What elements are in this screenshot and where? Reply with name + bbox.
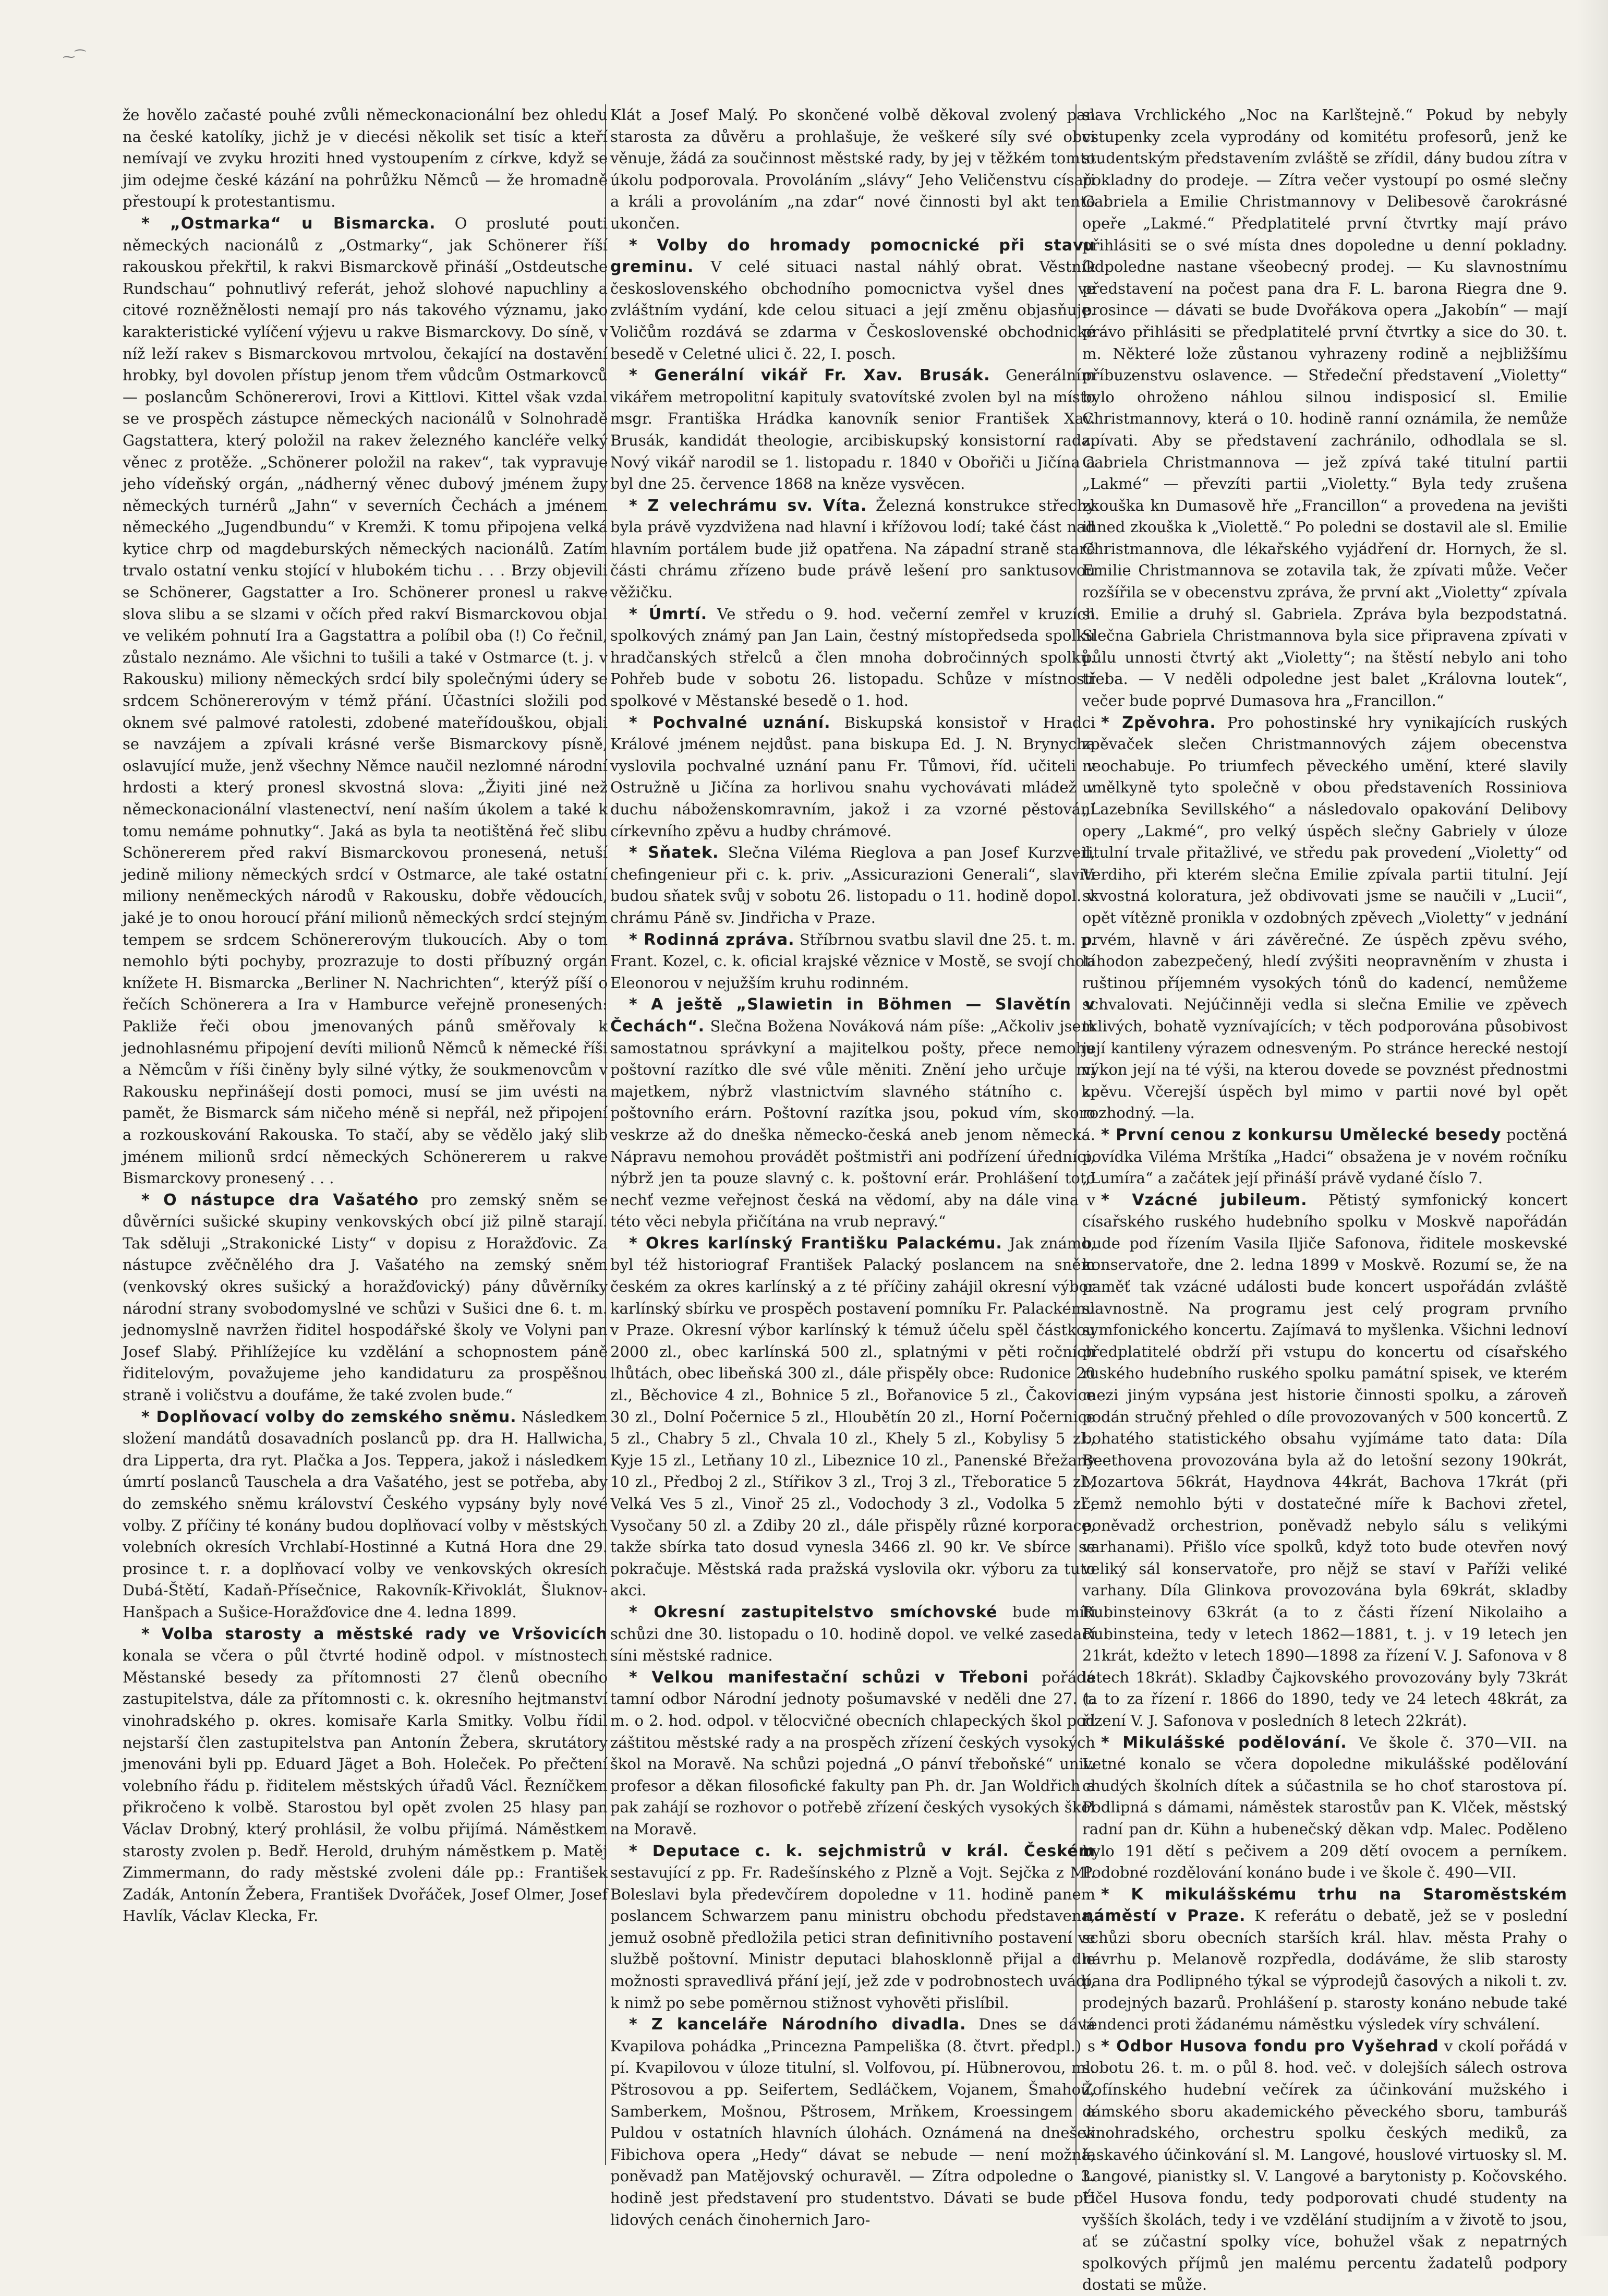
article-body: Slečna Božena Nováková nám píše: „Ačkoliv jsem samostatnou správkyní a majitelkou pošty, přece nemohu poštovní razítko dle své vůle měniti. Znění jeho určuje mi majetkem, nýbrž vlastnictvím slavného státního c. k. poštovního erárn. Poštovní razítka jsou, pokud vím, skoro veskrze až do dneška německo-česká aneb jenom německá. Nápravu nemohou provádět poštmistři ani podřízení úředníci, nýbrž jen ta pouze slavný c. k. poštovní erár. Prohlášení toto nechť vezme veřejnost česká na vědomí, aby na dále vina v této věci nebyla přičítána na vrub nepravý.“ [610, 1017, 1095, 1231]
scan-edge-shadow [1577, 0, 1608, 2236]
article-headline: * Úmrtí. [629, 605, 708, 623]
article-headline: * Okresní zastupitelstvo smíchovské [629, 1603, 998, 1621]
article-body: pro zemský sněm se důvěrníci sušické skupiny venkovských obcí již pilně starají. Tak sděluji „Strakonické Listy“ v dopisu z Horažďovic. Za nástupce zvěčnělého dra J. Vašatého na zemský sněm (venkovský okres sušický a horažďovický) pány důvěrníky národní strany svobodomyslné ve schůzi v Sušici dne 6. t. m. jednomyslně navržen řiditel hospodářské školy ve Volyni pan Josef Slabý. Přihlížejíce ku vzdělání a schopnostem páně řiditelovým, považujeme jeho kandidaturu za prospěšnou straně i voličstvu a doufáme, že také zvolen bude.“ [123, 1191, 608, 1404]
article-headline: * O nástupce dra Vašatého [141, 1191, 419, 1209]
article-headline: * Z kanceláře Národního divadla. [629, 2015, 966, 2034]
article-paragraph [610, 994, 1095, 1233]
article-paragraph [610, 365, 1095, 495]
article-paragraph [1082, 2036, 1567, 2296]
article-headline: * Mikulášské podělování. [1101, 1733, 1347, 1752]
column-3 [1082, 104, 1568, 2294]
article-body: Generálním vikářem metropolitní kapituly svatovítské zvolen byl na místo msgr. Františka Hrádka kanovník senior František Xav. Brusák, kandidát theologie, arcibiskupský konsistorní rada. Nový vikář narodil se 1. listopadu r. 1840 v Obořiči u Jičína a byl dne 25. července 1868 na kněze vysvěcen. [610, 366, 1096, 493]
article-headline: * K mikulášskému trhu na Staroměstském náměstí v Praze. [1082, 1885, 1567, 1926]
article-headline: * Zpěvohra. [1101, 713, 1216, 732]
article-paragraph [610, 235, 1095, 365]
article-headline: * Okres karlínský Františku Palackému. [629, 1234, 1002, 1253]
article-body: Stříbrnou svatbu slavil dne 25. t. m. p. Frant. Kozel, c. k. oficial krajské věznice v Mostě, se svojí chotí Eleonorou v nejužším kruhu rodinném. [610, 930, 1096, 992]
article-paragraph [1082, 1189, 1567, 1732]
article-headline: * Generální vikář Fr. Xav. Brusák. [629, 366, 990, 385]
article-body: Slečna Viléma Rieglova a pan Josef Kurzveil, chefingenieur při c. k. priv. „Assicurazioni Generali“, slaviti budou sňatek svůj v sobotu 26. listopadu o 11. hodině dopol. v chrámu Páně sv. Jindřicha v Praze. [610, 844, 1096, 927]
article-headline: * „Ostmarka“ u Bismarcka. [141, 214, 436, 233]
article-body: Biskupská konsistoř v Hradci Králové jménem nejdůst. pana biskupa Ed. J. N. Brynycha vyslovila pochvalné uznání panu Fr. Tůmovi, říd. učiteli v Ostružně u Jičína za horlivou snahu vychovávati mládež v duchu náboženskomravním, jakož i za vzorné pěstování církevního zpěvu a hudby chrámové. [610, 713, 1095, 840]
article-headline: * Odbor Husova fondu pro Vyšehrad [1101, 2037, 1439, 2055]
article-paragraph [610, 1602, 1095, 1667]
article-headline: * První cenou z konkursu Umělecké besedy [1101, 1125, 1502, 1144]
article-paragraph [610, 495, 1095, 604]
article-paragraph [123, 1624, 608, 1927]
article-body: Ve škole č. 370—VII. na Letné konalo se včera dopoledne mikulášské podělování chudých školních dítek a súčastnila se ho choť starostova pí. Podlipná s dámami, náměstek starostův pan K. Vlček, městský radní pan dr. Kühn a hubenečský děkan vdp. Malec. Poděleno bylo 191 dětí s pečivem a 209 dětí ovocem a perníkem. Podobné rozdělování konáno bude i ve škole č. 490—VII. [1082, 1733, 1567, 1882]
article-headline: * Volby do hromady pomocnické při stavu greminu. [610, 236, 1095, 277]
article-paragraph [123, 1407, 608, 1624]
article-body: konala se včera o půl čtvrté hodině odpol. v místnostech Městanské besedy za přítomnosti 27 členů obecního zastupitelstva, dále za přítomnosti c. k. okresního hejtmanství vinohradského p. okres. komisaře Karla Smitky. Volbu řídil nejstarší člen zastupitelstva pan Antonín Žebera, skrutátory jmenováni byli pp. Eduard Jäget a Boh. Holeček. Po přečtení volebního řádu p. řiditelem městských úřadů Václ. Řezníčkem přikročeno k volbě. Starostou byl opět zvolen 25 hlasy pan Václav Drobný, který prohlásil, že volbu přijímá. Náměstkem starosty zvolen p. Bedř. Herold, druhým náměstkem p. Matěj Zimmermann, do rady městské zvoleni dále pp.: František Zadák, Antonín Žebera, František Dvořáček, Josef Olmer, Josef Havlík, Václav Klecka, Fr. [123, 1646, 608, 1925]
article-paragraph [610, 1233, 1095, 1602]
article-headline: * Deputace c. k. sejchmistrů v král. Českém [629, 1842, 1095, 1860]
article-body: Dnes se dává Kvapilova pohádka „Princezna Pampeliška (8. čtvrt. předpl.) s pí. Kvapilovou v úloze titulní, sl. Volfovou, pí. Hübnerovou, ml. Pštrosovou a pp. Seifertem, Sedláčkem, Vojanem, Šmahou, Samberkem, Mošnou, Pštrosem, Mrňkem, Kroessingem a Puldou v ostatních hlavních úlohách. Oznámená na dnešek Fibichova opera „Hedy“ dávat se nebude — není možná, poněvadž pan Matějovský ochuravěl. — Zítra odpoledne o 3. hodině jest představení pro studentstvo. Dávati se bude při lidových cenách činohernich Jaro- [610, 2015, 1095, 2229]
article-headline: * Pochvalné uznání. [629, 713, 831, 732]
article-body: pořádá tamní odbor Národní jednoty pošumavské v neděli dne 27. t. m. o 2. hod. odpol. v tělocvičné obecních chlapeckých škol pod záštitou městské rady a na prospěch zřízení českých vysokých škol na Moravě. Na schůzi pojedná „O pánví třeboňské“ univ. profesor a děkan filosofické fakulty pan Ph. dr. Jan Woldřich a pak zahájí se rozhovor o potřebě zřízení českých vysokých škol na Moravě. [610, 1668, 1096, 1838]
article-body: O prosluté pouti německých nacionálů z „Ostmarky“, jak Schönerer říší rakouskou překřtil, k rakvi Bismarckově přináší „Ostdeutsche Rundschau“ pohnutlivý referát, jehož slohové napuchliny a citové rozněžnělosti nemají pro nás takového významu, jako karakteristické vylíčení výjevu u rakve Bismarckovy. Do síně, v níž leží rakev s Bismarckovou mrtvolou, čekající na dostavění hrobky, byl dovolen přístup jenom třem vůdcům Ostmarkovců — poslancům Schönererovi, Irovi a Kittlovi. Kittel však vzdal se ve prospěch zástupce německých nacionálů v Solnohradě Gagstattera, který položil na rakev železného kancléře velký věnec z protěže. „Schönerer položil na rakev“, tak vypravuje jeho vídeňský orgán, „nádherný věnec dubový jménem župy německých turnérů „Jahn“ v severních Čechách a jménem německého „Jugendbundu“ v Kremži. K tomu připojena velká kytice chrp od magdeburských německých nacionálů. Zatím trvalo ostatní venku stojící v hlubokém tichu . . . Brzy objevili se Schönerer, Gagstatter a Iro. Schönerer pronesl u rakve slova slibu a se slzami v očích před rakví Bismarckovou objal ve velikém pohnutí Ira a Gagstattra a políbil oba (!) Co řečnil, zůstalo neznámo. Ale všichni to tušili a také v Ostmarce (t. j. v Rakousku) miliony německých srdcí bily společnými údery se srdcem Schönererovým v témž přání. Účastníci složili pod oknem své palmové ratolesti, zdobené mateřídouškou, objali se navzájem a zpívali krásné verše Bismarckovy písně, oslavující muže, jenž všechny Němce naučil nezlomné národní hrdosti a který pronesl skvostná slova: „Žiyiti jiné než německonacionální vlastenectví, není naším úkolem a také k tomu nemáme pohnutky“. Jaká as byla ta neotištěná řeč slibu Schönererem před rakví Bismarckovou pronesená, netuší jedině miliony německých srdcí v Ostmarce, ale také ostatní miliony neněmeckých národů v Rakousku, dobře vědoucích, jaké je to onou horoucí přání milionů německých srdcí stejným tempem se srdcem Schönererovým tlukoucích. Aby o tom nemohlo býti pochyby, prozrazuje to dosti příbuzný orgán knížete H. Bismarcka „Berliner N. Nachrichten“, kterýž píší o řečích Schönerera a Ira v Hamburce veřejně pronesených: Pakliže řeči obou jmenovaných pánů směřovaly k jednohlasnému připojení devíti milionů Němců k německé říši a Němcům v říši činěny byly silné výtky, že soukmenovcům v Rakousku nepřinášejí dosti pomoci, musí se jim uvésti na pamět, že Bismarck sám ničeho méně si nepřál, než připojení a rozkouskování Rakouska. To stačí, aby se vědělo jaký slib jménem milionů srdcí německých Schönererem u rakve Bismarckovy pronesený . . . [123, 214, 608, 1187]
article-paragraph [1082, 1124, 1567, 1189]
article-paragraph [1082, 1732, 1567, 1884]
article-headline: * Sňatek. [629, 844, 719, 862]
article-body: Následkem složení mandátů dosavadních poslanců pp. dra H. Hallwicha, dra Lipperta, dra ryt. Plačka a Jos. Teppera, jakož i následkem úmrtí poslanců Tauschela a dra Vašatého, jest se potřeba, aby do zemského sněmu království Českého vypsány byly nové volby. Z příčiny té konány budou doplňovací volby v městských volebních okresích Vrchlabí-Hostinné a Kutná Hora dne 29. prosince t. r. a doplňovací volby ve venkovských okresích Dubá-Štětí, Kadaň-Přísečnice, Rakovník-Křivoklát, Šluknov-Hanšpach a Sušice-Horažďovice dne 4. ledna 1899. [123, 1408, 608, 1621]
article-paragraph [1082, 1884, 1567, 2036]
column-2 [610, 104, 1096, 2229]
article-body: bude míti schůzi dne 30. listopadu o 10. hodině dopol. ve velké zasedací síni městské radnice. [610, 1603, 1096, 1665]
article-body: Železná konstrukce střechy byla právě vyzdvižena nad hlavní i křížovou lodí; také část nad hlavním portálem bude již opatřena. Na západní straně staré části chrámu zřízeno bude právě lešení pro sanktusovou věžičku. [610, 496, 1096, 602]
article-headline: * Rodinná zpráva. [629, 930, 795, 949]
article-body: Jak známo, byl též historiograf František Palacký poslancem na sněm českém za okres karlínský a z té příčiny zahájil okresní výbor karlínský sbírku ve prospěch postavení pomníku Fr. Palackému v Praze. Okresní výbor karlínský k témuž účelu spěl částkou 2000 zl., obec karlínská 500 zl., splatnými v pěti ročních lhůtách, obec libeňská 300 zl., dále přispěly obce: Rudonice 20 zl., Běchovice 4 zl., Bohnice 5 zl., Bořanovice 5 zl., Čakovice 30 zl., Dolní Počernice 5 zl., Hloubětín 20 zl., Horní Počernice 5 zl., Chabry 5 zl., Chvala 10 zl., Khely 5 zl., Kobylisy 5 zl., Kyje 15 zl., Letňany 10 zl., Libeznice 10 zl., Panenské Břežany 10 zl., Předboj 2 zl., Stířikov 3 zl., Troj 3 zl., Třeboratice 5 zl., Velká Ves 5 zl., Vinoř 25 zl., Vodochody 3 zl., Vodolka 5 zl., Vysočany 50 zl. a Zdiby 20 zl., dále přispěly různé korporace, takže sbírka tato dosud vynesla 3466 zl. 90 kr. Ve sbírce se pokračuje. Městská rada pražská vyslovila okr. výboru za tuto akci. [610, 1234, 1095, 1600]
article-paragraph [123, 1189, 608, 1407]
article-body: Pro pohostinské hry vynikajících ruských zpěvaček slečen Christmannových zájem obecenstva neochabuje. Po triumfech pěveckého umění, které slavily umělkyně tyto společně v obou představeních Rossiniova „Lazebníka Sevillského“ a následovalo opakování Delibovy opery „Lakmé“, pro velký úspěch slečny Gabriely v úloze titulní trvale přitažlivé, ve středu pak provedení „Violetty“ od Verdiho, při kterém slečna Emilie zpívala partii titulní. Její skvostná koloratura, jež obdivovati jsme se naučili v „Lucii“, opět vítězně pronikla v ozdobných zpěvech „Violetty“ v jednání prvém, hlavně v ári závěrečné. Ze úspěch zpěvu svého, lahodon zabezpečený, hledí zvýšiti neopravněním v zhusta i ruštinou příjemném vysokých tónů do kadencí, nemůžeme schvalovati. Nejúčinněji vedla si slečna Emilie ve zpěvech tklivých, bohatě vyznívajících; v těch podporována působivost její kantileny výrazem odnesveným. Po stránce herecké nestojí výkon její na té výši, na kterou dovede se povznést přednostmi zpěvu. Včerejší úspěch byl mimo v partii nové byl opět rozhodný. —la. [1082, 713, 1568, 1122]
article-paragraph [1082, 712, 1567, 1124]
column-1 [123, 104, 608, 2170]
article-paragraph [610, 842, 1095, 929]
article-headline: * Vzácné jubileum. [1101, 1191, 1308, 1209]
article-body: K referátu o debatě, jež se v poslední schůzi sboru obecních starších král. hlav. města Prahy o návrhu p. Melanově rozpředla, dodáváme, že slib starosty pana dra Podlipného týkal se výprodejů časových a nikoli t. zv. prodejných bazarů. Prohlášení p. starosty konáno nebude také tendenci proti žádanému náměstku výsledek víry schválení. [1082, 1907, 1568, 2034]
article-paragraph [610, 1667, 1095, 1841]
article-body: slava Vrchlického „Noc na Karlštejně.“ Pokud by nebyly vstupenky zcela vyprodány od komitétu profesorů, jenž ke studentským představením zvláště se zřídil, dány budou zítra v pokladny do prodeje. — Zítra večer vystoupí po osmé slečny Gabriela a Emilie Christmannovy v Delibesově čarokrásné opeře „Lakmé.“ Předplatitelé první čtvrtky mají právo přihlásiti se o své místa dnes dopoledne u denní pokladny. Odpoledne nastane všeobecný prodej. — Ku slavnostnímu představení na počest pana dra F. L. barona Riegra dne 9. prosince — dávati se bude Dvořákova opera „Jakobín“ — mají právo přihlásiti se předplatitelé první čtvrtky a sice do 30. t. m. Některé lože zůstanou vyhrazeny rodině a nejbližšímu příbuzenstvu oslavence. — Středeční představení „Violetty“ bylo ohroženo náhlou silnou indisposicí sl. Emilie Christmannovy, která o 10. hodině ranní oznámila, že nemůže zpívati. Aby se představení zachránilo, odhodlala se sl. Gabriela Christmannova — jež zpívá také titulní partii „Lakmé“ — převzíti partii „Violetty.“ Byla tedy zrušena zkouška kn Dumasově hře „Francillon“ a provedena na jevišti ihned zkouška k „Violettě.“ Po poledni se dostavil ale sl. Emilie Christmannova, dle lékařského vyjádření dr. Hornych, že sl. Emilie Christmannova se zotavila tak, že zpívati může. Večer rozšířila se v obecenstvu zpráva, že první akt „Violetty“ zpívala sl. Emilie a druhý sl. Gabriela. Zpráva byla bezpodstatná. Slečna Gabriela Christmannova byla sice připravena zpívati v půlu unnosti čtvrtý akt „Violetty“; na štěstí nebylo ani toho třeba. — V neděli odpoledne jest balet „Královna loutek“, večer bude poprvé Dumasova hra „Francillon.“ [1082, 106, 1567, 710]
article-headline: * Velkou manifestační schůzi v Třeboni [629, 1668, 1029, 1687]
article-paragraph [610, 1841, 1095, 2014]
article-paragraph [610, 604, 1095, 712]
article-body: v ckolí pořádá v sobotu 26. t. m. o půl 8. hod. več. v dolejších sálech ostrova Žofínského hudební večírek za účinkování mužského i dámského sboru akademického pěveckého sboru, tamburáš vinohradského, orchestru spolku českých mediků, za laskavého účinkování sl. M. Langové, houslové virtuosky sl. M. Langové, pianistky sl. V. Langové a barytonisty p. Kočovského. Účel Husova fondu, tedy podporovati chudé studenty na vyšších školách, tedy i ve vzdělání studijním a v životě to jsou, ať se zúčastní spolky více, bohužel však z nepatrných spolkových příjmů jen malému percentu žadatelů podpory dostati se může. [1082, 2037, 1568, 2294]
article-paragraph [123, 213, 608, 1189]
article-body: sestavující z pp. Fr. Radešínského z Plzně a Vojt. Sejčka z Ml. Boleslavi byla předevčírem dopoledne v 11. hodině panem poslancem Schwarzem panu ministru obchodu představena, jemuž osobně předložila petici stran definitivního postavení ve službě poštovní. Ministr deputaci blahosklonně přijal a dle možnosti spravedlivá přání její, jež zde v podrobnostech uvádí, k nimž po sebe poměrnou stižnost vyhověti přislíbil. [610, 1864, 1095, 2012]
article-paragraph [610, 2014, 1095, 2231]
article-headline: * Doplňovací volby do zemského sněmu. [141, 1408, 517, 1426]
article-body: že hovělo začasté pouhé zvůli německonacionální bez ohledu na české katolíky, jichž je v diecési několik set tisíc a kteří nemívají ve zvyku hroziti hned vystoupením z církve, když se jim odejme české kázání na pohrůžku Němců — že hromadně přestoupí k protestantismu. [123, 106, 608, 211]
article-body: Pětistý symfonický koncert císařského ruského hudebního spolku v Moskvě napořádán bude pod řízením Vasila Iljiče Safonova, řiditele moskevské konservatoře, dne 2. ledna 1899 v Moskvě. Rozumí se, že na paměť tak vzácné události bude koncert uspořádán zvláště slavnostně. Na programu jest celý program prvního symfonického koncertu. Zajímavá to myšlenka. Všichni lednoví předplatitelé obdrží při vstupu do koncertu od císařského ruského hudebního ruského spolku památní spisek, ve kterém mezi jiným vypsána jest historie činnosti spolku, a zároveň podán stručný přehled o díle provozovaných v 500 koncertů. Z bohatého statistického obsahu vyjímáme tato data: Díla Beethovena provozována byla až do letošní sezony 190krát, Mozartova 56krát, Haydnova 44krát, Bachova 17krát (při čemž nemohlo býti v dostatečné míře k Bachovi zřetel, poněvadž orchestrion, poněvadž nebylo sálu s velikými varhanami). Přišlo více spolků, když toto bude otevřen nový veliký sál konservatoře, pro nějž se staví v Paříži veliké varhany. Díla Glinkova provozována byla 69krát, skladby Rubinsteinovy 63krát (a to z části řízení Nikolaiho a Rubinsteina, tedy v letech 1862—1881, t. j. v 19 letech jen 21krát, kdežto v letech 1890—1898 za řízení V. J. Safonova v 8 letech 18krát). Skladby Čajkovského provozovány byly 73krát (a to za řízení r. 1866 do 1890, tedy ve 24 letech 48krát, za řízení V. J. Safonova v posledních 8 letech 22krát). [1082, 1191, 1568, 1729]
article-body: Ve středu o 9. hod. večerní zemřel v kruzích spolkových známý pan Jan Lain, čestný místopředseda spolku hradčanských střelců a člen mnoha dobročinných spolků. Pohřeb bude v sobotu 26. listopadu. Schůze v místnosti spolkové v Městanské besedě o 1. hod. [610, 605, 1095, 710]
article-body: V celé situaci nastal náhlý obrat. Věstník československého obchodního pomocnictva vyšel dnes ve zvláštním vydání, kde celou situaci a její změnu objasňuje. Voličům rozdává se zdarma v Československé obchodnické besedě v Celetné ulici č. 22, I. posch. [610, 258, 1095, 363]
article-body: Klát a Josef Malý. Po skončené volbě děkoval zvolený pan starosta za důvěru a prohlašuje, že veškeré síly své obci věnuje, žádá za součinnost městské rady, by jej v těžkém tomto úkolu podporovala. Provoláním „slávy“ Jeho Veličenstvu císaři a králi a provoláním „na zdar“ nové činnosti byl akt tento ukončen. [610, 106, 1095, 232]
article-paragraph [610, 712, 1095, 843]
article-headline: * Volba starosty a městské rady ve Vršovicích [141, 1625, 608, 1643]
article-paragraph [123, 104, 608, 213]
article-paragraph [610, 104, 1095, 235]
article-paragraph [1082, 104, 1567, 712]
article-paragraph [610, 929, 1095, 994]
article-headline: * A ještě „Slawietin in Böhmen — Slavětín v Čechách“. [610, 995, 1095, 1036]
page-corner-mark: ⁓⁀ [63, 50, 86, 64]
article-body: poctěná povídka Viléma Mrštíka „Hadci“ obsažena je v novém ročníku „Lumíra“ a začátek její přináší právě vydané číslo 7. [1082, 1125, 1568, 1187]
article-headline: * Z velechrámu sv. Víta. [629, 496, 867, 515]
